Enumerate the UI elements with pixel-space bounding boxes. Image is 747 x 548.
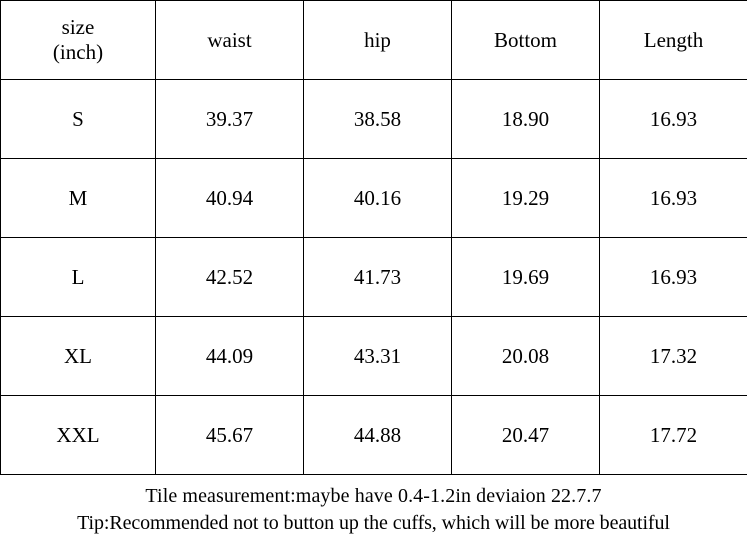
column-header-bottom: Bottom [452, 1, 600, 80]
cell-waist: 45.67 [156, 396, 304, 475]
cell-length: 16.93 [600, 80, 747, 159]
cell-waist: 40.94 [156, 159, 304, 238]
cell-hip: 41.73 [304, 238, 452, 317]
note-tile-measurement: Tile measurement:maybe have 0.4-1.2in deviaion 22.7.7 [145, 485, 602, 507]
cell-bottom: 19.29 [452, 159, 600, 238]
cell-hip: 38.58 [304, 80, 452, 159]
cell-length: 17.32 [600, 317, 747, 396]
cell-bottom: 18.90 [452, 80, 600, 159]
table-row [1, 80, 747, 159]
cell-waist: 42.52 [156, 238, 304, 317]
cell-bottom: 19.69 [452, 238, 600, 317]
column-header-size-line-1: size [61, 14, 95, 39]
cell-waist: 44.09 [156, 317, 304, 396]
table-row [1, 238, 747, 317]
cell-size: M [1, 159, 156, 238]
cell-length: 16.93 [600, 159, 747, 238]
column-header-hip: hip [304, 1, 452, 80]
cell-bottom: 20.08 [452, 317, 600, 396]
cell-waist: 39.37 [156, 80, 304, 159]
cell-bottom: 20.47 [452, 396, 600, 475]
cell-size: L [1, 238, 156, 317]
measurement-notes [0, 475, 747, 537]
column-header-waist: waist [156, 1, 304, 80]
cell-size: XXL [1, 396, 156, 475]
cell-length: 17.72 [600, 396, 747, 475]
table-row [1, 159, 747, 238]
table-row [1, 396, 747, 475]
table-row [1, 317, 747, 396]
note-tip-cuffs: Tip:Recommended not to button up the cuffs, which will be more beautiful [77, 512, 670, 534]
cell-size: S [1, 80, 156, 159]
cell-hip: 43.31 [304, 317, 452, 396]
column-header-length: Length [600, 1, 747, 80]
column-header-size [1, 1, 156, 80]
table-header-row [1, 1, 747, 80]
cell-hip: 40.16 [304, 159, 452, 238]
cell-size: XL [1, 317, 156, 396]
cell-length: 16.93 [600, 238, 747, 317]
column-header-size-line-2: (inch) [52, 40, 104, 64]
cell-hip: 44.88 [304, 396, 452, 475]
